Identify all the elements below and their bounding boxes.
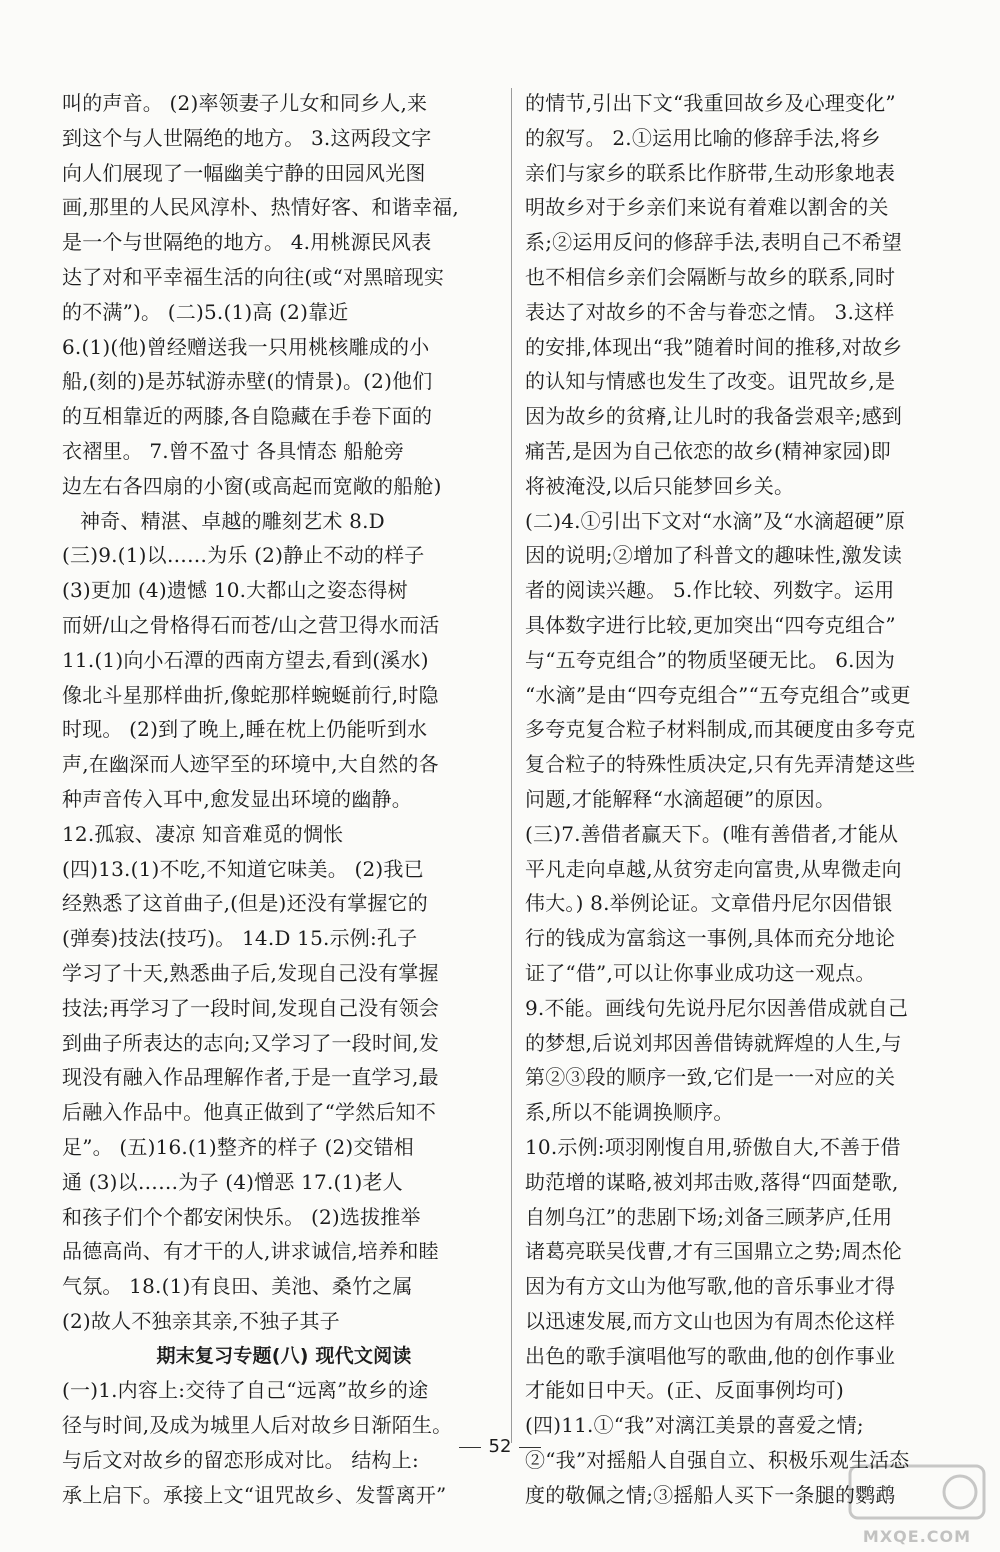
page-number-dash-left <box>459 1447 481 1448</box>
text-line: 与“五夸克组合”的物质坚硬无比。 6.因为 <box>525 647 896 672</box>
text-line: 自刎乌江”的悲剧下场;刘备三顾茅庐,任用 <box>525 1204 893 1229</box>
text-line: 以迅速发展,而方文山也因为有周杰伦这样 <box>525 1308 896 1333</box>
page-number-value: 52 <box>488 1436 512 1457</box>
column-divider <box>511 88 512 1443</box>
text-line: 通 (3)以……为子 (4)憎恶 17.(1)老人 <box>62 1169 403 1194</box>
text-line: 承上启下。承接上文“诅咒故乡、发誓离开” <box>62 1482 447 1507</box>
text-line: 10.示例:项羽刚愎自用,骄傲自大,不善于借 <box>525 1134 901 1159</box>
text-line: 行的钱成为富翁这一事例,具体而充分地论 <box>525 926 896 951</box>
text-line: 11.(1)向小石潭的西南方望去,看到(溪水) <box>62 647 429 672</box>
text-line: 径与时间,及成为城里人后对故乡日渐陌生。 <box>62 1413 453 1438</box>
text-line: 品德高尚、有才干的人,讲求诚信,培养和睦 <box>62 1239 439 1264</box>
text-line: 因的说明;②增加了科普文的趣味性,激发读 <box>525 543 903 568</box>
text-line: (一)1.内容上:交待了自己“远离”故乡的途 <box>62 1378 429 1403</box>
text-line: 因为故乡的贫瘠,让儿时的我备尝艰辛;感到 <box>525 404 903 429</box>
text-line: 的叙写。 2.①运用比喻的修辞手法,将乡 <box>525 125 881 150</box>
watermark-logo <box>842 1458 992 1548</box>
text-line: 将被淹没,以后只能梦回乡关。 <box>525 473 795 498</box>
text-line: (四)11.①“我”对漓江美景的喜爱之情; <box>525 1413 864 1438</box>
text-line: 边左右各四扇的小窗(或高起而宽敞的船舱) <box>62 473 442 498</box>
text-line: (3)更加 (4)遗憾 10.大都山之姿态得树 <box>62 578 408 603</box>
text-line: 诸葛亮联吴伐曹,才有三国鼎立之势;周杰伦 <box>525 1239 903 1264</box>
text-line: 种声音传入耳中,愈发显出环境的幽静。 <box>62 786 412 811</box>
text-line: 学习了十天,熟悉曲子后,发现自己没有掌握 <box>62 960 439 985</box>
text-line: 复合粒子的特殊性质决定,只有先弄清楚这些 <box>525 752 916 777</box>
watermark-icon <box>842 1458 992 1528</box>
watermark-text: MXQE.COM <box>862 1527 972 1546</box>
text-line: 多夸克复合粒子材料制成,而其硬度由多夸克 <box>525 717 916 742</box>
text-line: 的互相靠近的两膝,各自隐藏在手卷下面的 <box>62 404 433 429</box>
text-line: 6.(1)(他)曾经赠送我一只用桃核雕成的小 <box>62 334 430 359</box>
text-line: (三)7.善借者赢天下。(唯有善借者,才能从 <box>525 821 899 846</box>
text-line: 12.孤寂、凄凉 知音难觅的惆怅 <box>62 821 344 846</box>
text-line: 度的敬佩之情;③摇船人买下一条腿的鹦鹉 <box>525 1482 896 1507</box>
text-line: 是一个与世隔绝的地方。 4.用桃源民风表 <box>62 230 432 255</box>
text-line: 系;②运用反问的修辞手法,表明自己不希望 <box>525 230 903 255</box>
text-line: 神奇、精湛、卓越的雕刻艺术 8.D <box>80 508 385 533</box>
text-line: 因为有方文山为他写歌,他的音乐事业才得 <box>525 1274 896 1299</box>
text-line: 像北斗星那样曲折,像蛇那样蜿蜒前行,时隐 <box>62 682 439 707</box>
text-line: 9.不能。画线句先说丹尼尔因善借成就自己 <box>525 995 909 1020</box>
text-line: 声,在幽深而人迹罕至的环境中,大自然的各 <box>62 752 439 777</box>
text-line: (三)9.(1)以……为乐 (2)静止不动的样子 <box>62 543 425 568</box>
text-line: 后融入作品中。他真正做到了“学然后知不 <box>62 1100 437 1125</box>
left-column <box>62 86 506 1513</box>
text-line: 的情节,引出下文“我重回故乡及心理变化” <box>525 91 896 115</box>
text-line: 明故乡对于乡亲们来说有着难以割舍的关 <box>525 195 889 220</box>
text-line: 时现。 (2)到了晚上,睡在枕上仍能听到水 <box>62 717 428 742</box>
text-line: 和孩子们个个都安闲快乐。 (2)选拔推举 <box>62 1204 421 1229</box>
text-line: 也不相信乡亲们会隔断与故乡的联系,同时 <box>525 264 896 289</box>
text-line: 衣褶里。 7.曾不盈寸 各具情态 船舱旁 <box>62 438 405 463</box>
text-line: 船,(刻的)是苏轼游赤壁(的情景)。(2)他们 <box>62 369 433 394</box>
text-line: 表达了对故乡的不舍与眷恋之情。 3.这样 <box>525 299 895 324</box>
text-line: 足”。 (五)16.(1)整齐的样子 (2)交错相 <box>62 1134 415 1159</box>
text-line: 的认知与情感也发生了改变。诅咒故乡,是 <box>525 369 896 394</box>
text-line: 系,所以不能调换顺序。 <box>525 1100 734 1125</box>
text-line: 而妍/山之骨格得石而苍/山之营卫得水而活 <box>62 612 440 637</box>
text-line: 的不满”)。 (二)5.(1)高 (2)靠近 <box>62 299 349 324</box>
section-heading: 期末复习专题(八) 现代文阅读 <box>156 1344 412 1367</box>
text-line: 具体数字进行比较,更加突出“四夸克组合” <box>525 612 896 637</box>
text-line: (2)故人不独亲其亲,不独子其子 <box>62 1308 340 1333</box>
text-line: “水滴”是由“四夸克组合”“五夸克组合”或更 <box>525 682 911 707</box>
text-line: 到曲子所表达的志向;又学习了一段时间,发 <box>62 1030 440 1055</box>
text-line: 达了对和平幸福生活的向往(或“对黑暗现实 <box>62 264 445 289</box>
right-column <box>525 86 969 1513</box>
text-line: 的安排,体现出“我”随着时间的推移,对故乡 <box>525 334 903 359</box>
text-line: 现没有融入作品理解作者,于是一直学习,最 <box>62 1065 439 1090</box>
text-line: 与后文对故乡的留恋形成对比。 结构上: <box>62 1448 419 1473</box>
text-line: 出色的歌手演唱他写的歌曲,他的创作事业 <box>525 1343 896 1368</box>
text-line: 证了“借”,可以让你事业成功这一观点。 <box>525 960 876 985</box>
text-line: 平凡走向卓越,从贫穷走向富贵,从卑微走向 <box>525 856 902 881</box>
text-line: 者的阅读兴趣。 5.作比较、列数字。运用 <box>525 578 895 603</box>
page-number-dash-right <box>519 1447 541 1448</box>
text-line: 到这个与人世隔绝的地方。 3.这两段文字 <box>62 125 432 150</box>
text-line: 画,那里的人民风淳朴、热情好客、和谐幸福, <box>62 195 459 220</box>
text-line: 助范增的谋略,被刘邦击败,落得“四面楚歌, <box>525 1169 899 1194</box>
text-line: 技法;再学习了一段时间,发现自己没有领会 <box>62 995 440 1020</box>
text-line: ②“我”对摇船人自强自立、积极乐观生活态 <box>525 1448 910 1473</box>
text-line: 伟大。) 8.举例论证。文章借丹尼尔因借银 <box>525 891 893 916</box>
text-line: (二)4.①引出下文对“水滴”及“水滴超硬”原 <box>525 508 906 533</box>
text-line: 才能如日中天。(正、反面事例均可) <box>525 1378 845 1403</box>
text-line: 气氛。 18.(1)有良田、美池、桑竹之属 <box>62 1274 413 1299</box>
text-line: 经熟悉了这首曲子,(但是)还没有掌握它的 <box>62 891 428 916</box>
text-line: (四)13.(1)不吃,不知道它味美。 (2)我已 <box>62 856 424 881</box>
text-line: 第②③段的顺序一致,它们是一一对应的关 <box>525 1065 896 1090</box>
text-line: 叫的声音。 (2)率领妻子儿女和同乡人,来 <box>62 91 428 115</box>
text-line: 向人们展现了一幅幽美宁静的田园风光图 <box>62 160 426 185</box>
text-line: 的梦想,后说刘邦因善借铸就辉煌的人生,与 <box>525 1030 902 1055</box>
text-line: 问题,才能解释“水滴超硬”的原因。 <box>525 786 836 811</box>
text-line: 痛苦,是因为自己依恋的故乡(精神家园)即 <box>525 438 891 463</box>
text-line: (弹奏)技法(技巧)。 14.D 15.示例:孔子 <box>62 926 418 951</box>
text-line: 亲们与家乡的联系比作脐带,生动形象地表 <box>525 160 896 185</box>
